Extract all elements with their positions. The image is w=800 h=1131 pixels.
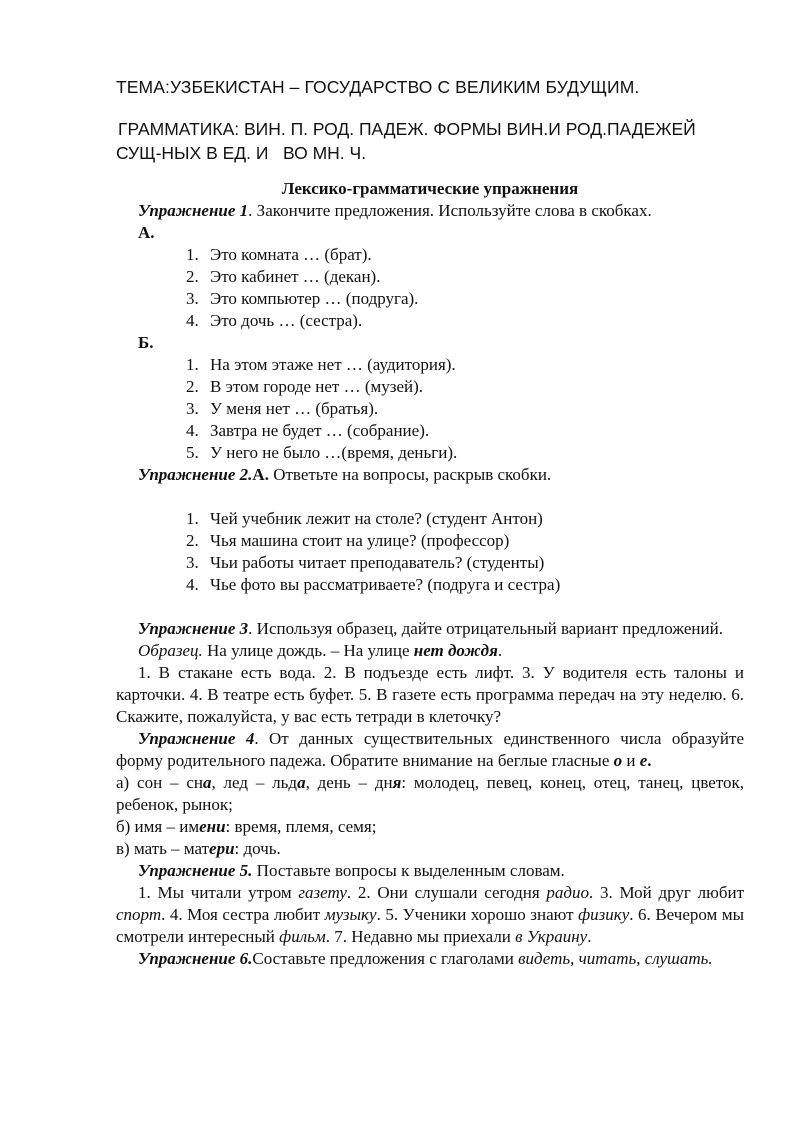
exercise-4-line-b: б) имя – имени: время, племя, семя; xyxy=(116,817,377,836)
exercise-2-list xyxy=(116,508,744,596)
exercise-4-line-c: в) мать – матери: дочь. xyxy=(116,839,281,858)
list-item: 4. Это дочь … (сестра). xyxy=(186,311,363,330)
section-title: Лексико-грамматические упражнения xyxy=(281,179,579,198)
list-item: 1. На этом этаже нет … (аудитория). xyxy=(186,355,456,374)
exercise-5-sentences: 1. Мы читали утром газету. 2. Они слушали сегодня радио. 3. Мой друг любит спорт. 4. Моя сестра любит музыку. 5. Ученики хорошо знают физику. 6. Вечером мы смотрели интересный фильм. 7. Недавно мы приехали в Украину. xyxy=(116,883,745,946)
exercise-1-list-a xyxy=(116,244,744,332)
list-item: 1. Чей учебник лежит на столе? (студент Антон) xyxy=(186,509,543,528)
list-item: 1. Это комната … (брат). xyxy=(186,245,372,264)
grammar-heading-line2: СУЩ-НЫХ В ЕД. И ВО МН. Ч. xyxy=(116,143,367,163)
exercise-6-label: Упражнение 6. xyxy=(138,949,253,968)
sample-label: Образец. xyxy=(138,641,203,660)
grammar-heading xyxy=(118,117,758,165)
list-item: 3. У меня нет … (братья). xyxy=(186,399,379,418)
exercise-1-task xyxy=(116,200,744,222)
sample-answer: нет дождя xyxy=(413,641,498,660)
list-item: 3. Это компьютер … (подруга). xyxy=(186,289,419,308)
list-item: 4. Завтра не будет … (собрание). xyxy=(186,421,430,440)
exercise-3-sample: Образец. На улице дождь. – На улице нет дождя. xyxy=(138,641,503,660)
exercise-6-task: Упражнение 6.Составьте предложения с глаголами видеть, читать, слушать. xyxy=(138,949,713,968)
exercise-2-task xyxy=(116,464,744,486)
exercise-3-sentences: 1. В стакане есть вода. 2. В подъезде есть лифт. 3. У водителя есть талоны и карточки. 4. В театре есть буфет. 5. В газете есть программа передач на эту неделю. 6. Скажите, пожалуйста, у вас есть тетради в клеточку? xyxy=(116,663,744,726)
exercise-4-line-a: а) сон – сна, лед – льда, день – дня: молодец, певец, конец, отец, танец, цветок, ребенок, рынок; xyxy=(116,773,745,814)
exercise-3-task xyxy=(116,618,744,640)
list-item: 2. В этом городе нет … (музей). xyxy=(186,377,424,396)
exercises-body xyxy=(116,178,744,970)
exercise-4-task: Упражнение 4. От данных существительных единственного числа образуйте форму родительного падежа. Обратите внимание на беглые гласные о и е. xyxy=(116,729,745,770)
exercise-4-label: Упражнение 4 xyxy=(138,729,255,748)
spacer xyxy=(116,596,744,618)
exercise-3-text: . Используя образец, дайте отрицательный вариант предложений. xyxy=(248,619,723,638)
list-item: 2. Это кабинет … (декан). xyxy=(186,267,381,286)
exercise-1-part-a: А. xyxy=(138,223,155,242)
list-item: 2. Чья машина стоит на улице? (профессор) xyxy=(186,531,510,550)
exercise-5-label: Упражнение 5. xyxy=(138,861,253,880)
topic-heading: ТЕМА:УЗБЕКИСТАН – ГОСУДАРСТВО С ВЕЛИКИМ БУДУЩИМ. xyxy=(116,77,640,97)
exercise-1-part-b: Б. xyxy=(138,333,154,352)
exercise-5-task: Упражнение 5. Поставьте вопросы к выделенным словам. xyxy=(138,861,565,880)
exercise-1-label: Упражнение 1 xyxy=(138,201,249,220)
exercise-2-text: Ответьте на вопросы, раскрыв скобки. xyxy=(268,465,552,484)
exercise-1-text: . Закончите предложения. Используйте слова в скобках. xyxy=(248,201,652,220)
list-item: 5. У него не было …(время, деньги). xyxy=(186,443,458,462)
list-item: 3. Чьи работы читает преподаватель? (студенты) xyxy=(186,553,545,572)
grammar-heading-line1: ГРАММАТИКА: ВИН. П. РОД. ПАДЕЖ. ФОРМЫ ВИН.И РОД.ПАДЕЖЕЙ xyxy=(118,119,696,139)
exercise-1-list-b xyxy=(116,354,744,464)
exercise-3-label: Упражнение 3 xyxy=(138,619,249,638)
exercise-2-label: Упражнение 2. xyxy=(138,465,253,484)
spacer xyxy=(116,486,744,508)
exercise-2-part: А. xyxy=(252,465,269,484)
list-item: 4. Чье фото вы рассматриваете? (подруга и сестра) xyxy=(186,575,561,594)
